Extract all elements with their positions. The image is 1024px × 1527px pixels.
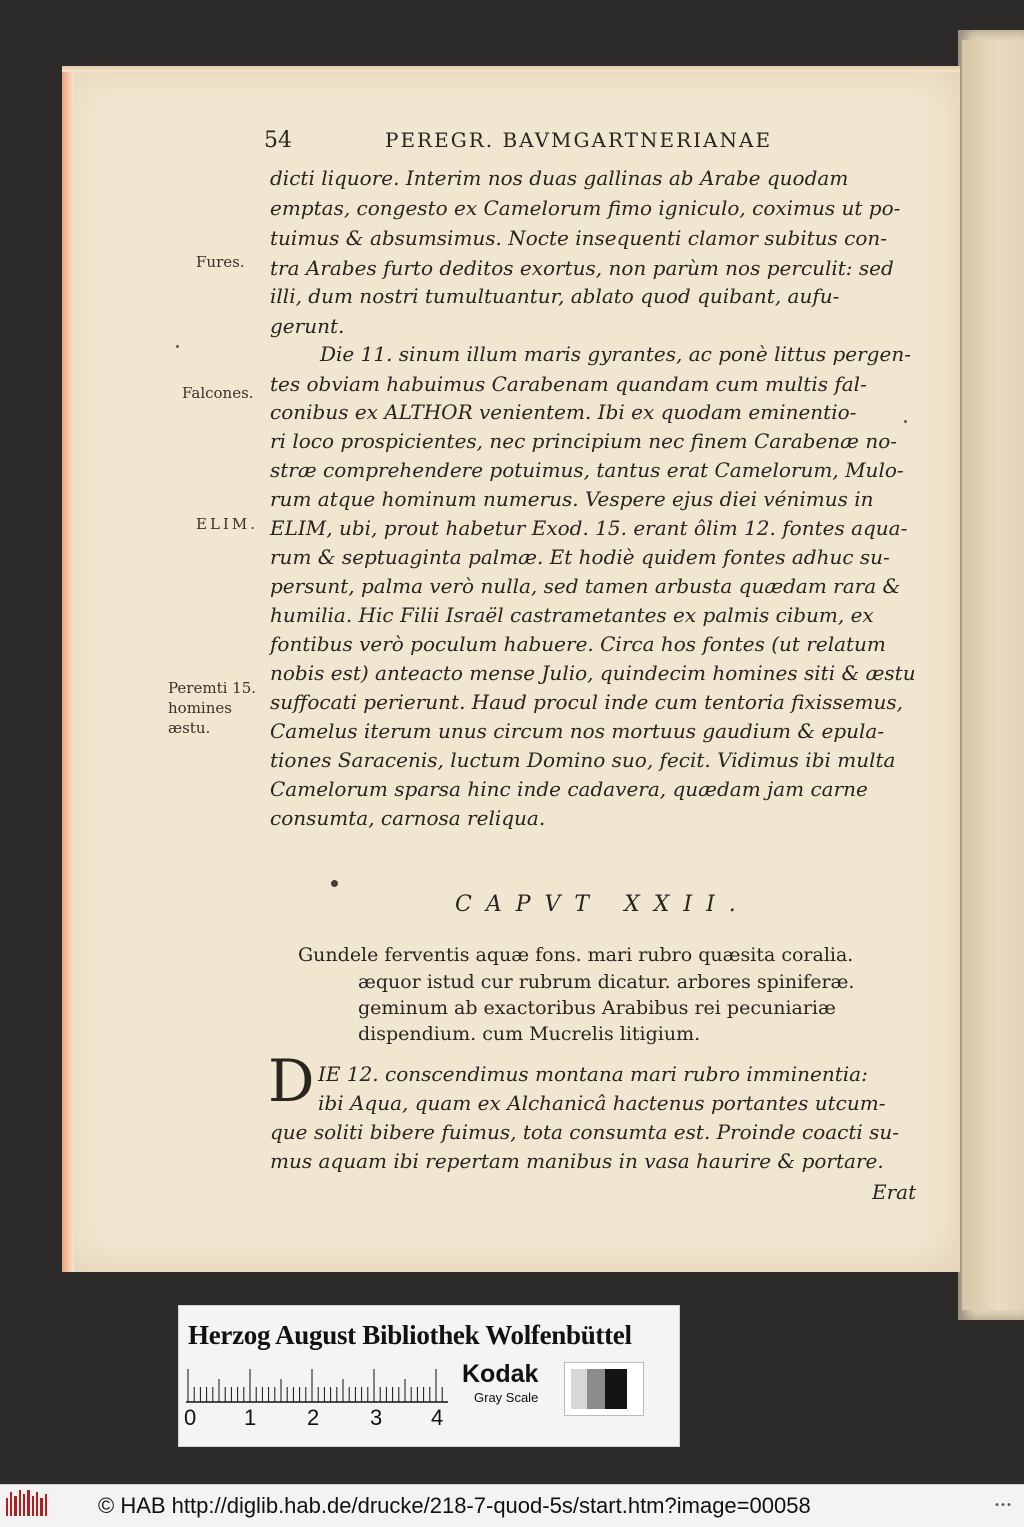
- text-line: gerunt.: [270, 314, 345, 338]
- text-line: persunt, palma verò nulla, sed tamen arbusta quædam rara &: [270, 574, 901, 598]
- margin-note: homines: [168, 699, 232, 717]
- text-line: conibus ex ALTHOR venientem. Ibi ex quodam eminentio-: [270, 400, 857, 424]
- facing-page-surface: [962, 40, 1024, 1310]
- ruler-number: 3: [370, 1405, 383, 1430]
- text-line: IE 12. conscendimus montana mari rubro imminentia:: [318, 1062, 868, 1086]
- text-line: stræ comprehendere potuimus, tantus erat Camelorum, Mulo-: [270, 458, 904, 482]
- catchword: Erat: [872, 1180, 917, 1204]
- margin-note: æstu.: [168, 719, 211, 737]
- more-options-icon[interactable]: •••: [994, 1500, 1013, 1511]
- footer-copyright-url[interactable]: © HAB http://diglib.hab.de/drucke/218-7-quod-5s/start.htm?image=00058: [98, 1493, 811, 1518]
- text-line: rum & septuaginta palmæ. Et hodiè quidem fontes adhuc su-: [270, 545, 890, 569]
- paper-speck: [176, 345, 179, 348]
- text-line: ELIM, ubi, prout habetur Exod. 15. erant ôlim 12. fontes aqua-: [270, 516, 908, 540]
- text-line: tra Arabes furto deditos exortus, non parùm nos perculit: sed: [270, 256, 894, 280]
- text-line: consumta, carnosa reliqua.: [270, 806, 546, 830]
- chapter-summary-line: geminum ab exactoribus Arabibus rei pecuniariæ: [358, 997, 836, 1019]
- text-line: emptas, congesto ex Camelorum fimo igniculo, coximus ut po-: [270, 196, 901, 220]
- library-name: Herzog August Bibliothek Wolfenbüttel: [188, 1320, 632, 1350]
- printer-ornament: [331, 880, 338, 887]
- chapter-heading: CAPVT XXII.: [455, 892, 750, 917]
- text-line: humilia. Hic Filii Israël castrametantes ex palmis cibum, ex: [270, 603, 874, 627]
- text-line: illi, dum nostri tumultuantur, ablato quod quibant, aufu-: [270, 284, 840, 308]
- ruler-scale: [186, 1365, 456, 1403]
- text-line: Die 11. sinum illum maris gyrantes, ac ponè littus pergen-: [320, 342, 911, 366]
- gray-swatches: [564, 1362, 644, 1416]
- running-head: PEREGR. BAVMGARTNERIANAE: [385, 128, 773, 152]
- paper-speck: [904, 420, 907, 423]
- text-line: tuimus & absumsimus. Nocte insequenti clamor subitus con-: [270, 226, 888, 250]
- text-line: Camelorum sparsa hinc inde cadavera, quædam jam carne: [270, 777, 868, 801]
- text-line: nobis est) anteacto mense Julio, quindecim homines siti & æstu: [270, 661, 916, 685]
- text-line: mus aquam ibi repertam manibus in vasa haurire & portare.: [270, 1149, 884, 1173]
- margin-note: Falcones.: [182, 384, 254, 402]
- text-line: ibi Aqua, quam ex Alchanicâ hactenus portantes utcum-: [318, 1091, 886, 1115]
- chapter-summary-line: Gundele ferventis aquæ fons. mari rubro quæsita coralia.: [298, 944, 854, 966]
- text-line: que soliti bibere fuimus, tota consumta est. Proinde coacti su-: [270, 1120, 900, 1144]
- text-line: ri loco prospicientes, nec principium nec finem Carabenæ no-: [270, 429, 898, 453]
- ruler-number: 4: [431, 1405, 444, 1430]
- text-line: dicti liquore. Interim nos duas gallinas ab Arabe quodam: [270, 166, 849, 190]
- text-line: fontibus verò poculum habuere. Circa hos fontes (ut relatum: [270, 632, 886, 656]
- page-gilt-edge: [62, 66, 74, 1272]
- page-folio: 54: [264, 128, 292, 153]
- swatch-mid: [587, 1369, 605, 1409]
- chapter-summary-line: dispendium. cum Mucrelis litigium.: [358, 1023, 701, 1045]
- margin-note: Fures.: [196, 253, 245, 271]
- text-line: suffocati perierunt. Haud procul inde cum tentoria fixissemus,: [270, 690, 904, 714]
- swatch-light: [571, 1369, 587, 1409]
- kodak-logo: Kodak: [462, 1360, 539, 1388]
- ruler-number: 1: [244, 1405, 257, 1430]
- ruler-number: 2: [307, 1405, 320, 1430]
- drop-cap: D: [268, 1047, 315, 1115]
- hab-logo-icon: [6, 1490, 48, 1520]
- margin-note: ELIM.: [196, 515, 258, 533]
- swatch-dark: [605, 1369, 627, 1409]
- text-line: rum atque hominum numerus. Vespere ejus diei vénimus in: [270, 487, 874, 511]
- text-line: tiones Saracenis, luctum Domino suo, fecit. Vidimus ibi multa: [270, 748, 896, 772]
- margin-note: Peremti 15.: [168, 679, 257, 697]
- ruler-number: 0: [184, 1405, 197, 1430]
- gray-scale-label: Gray Scale: [474, 1390, 539, 1405]
- text-line: tes obviam habuimus Carabenam quandam cum multis fal-: [270, 372, 867, 396]
- page-top-edge: [62, 66, 960, 72]
- text-line: Camelus iterum unus circum nos mortuus gaudium & epula-: [270, 719, 885, 743]
- chapter-summary-line: æquor istud cur rubrum dicatur. arbores spiniferæ.: [358, 971, 855, 993]
